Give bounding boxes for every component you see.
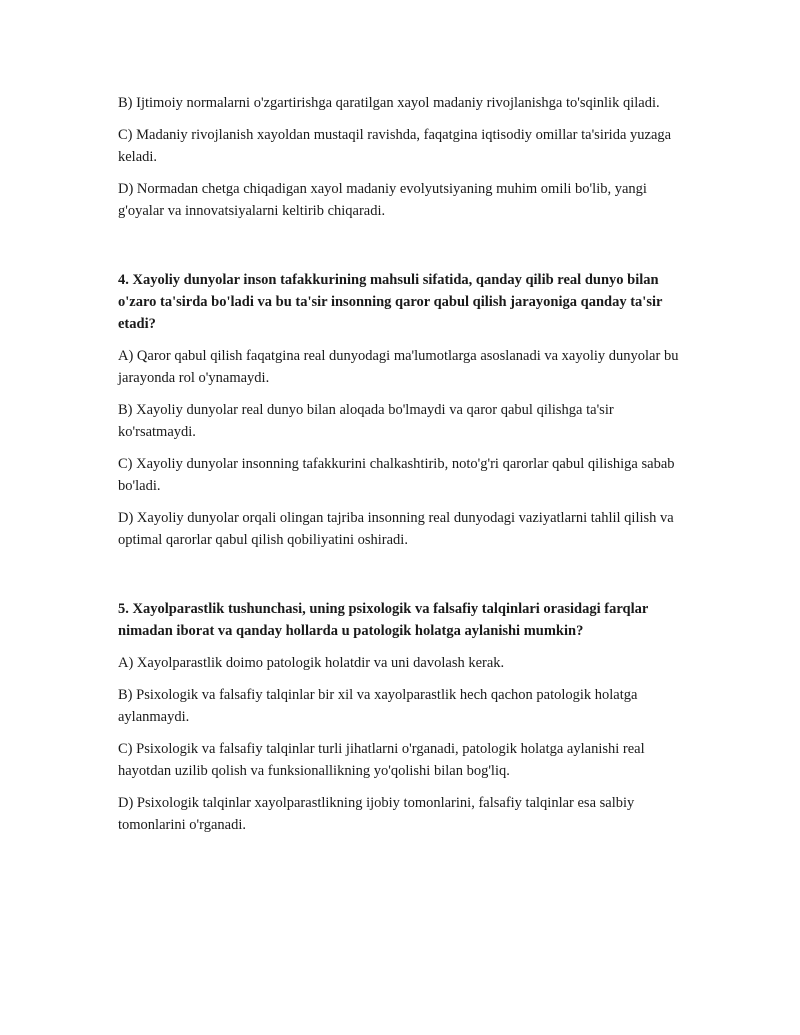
document-page — [118, 92, 693, 846]
q4-option-a: A) Qaror qabul qilish faqatgina real dunyodagi ma'lumotlarga asoslanadi va xayoliy dunyolar bu jarayonda rol o'ynamaydi. — [118, 348, 679, 386]
q4-option-c: C) Xayoliy dunyolar insonning tafakkurini chalkashtirib, noto'g'ri qarorlar qabul qilishiga sabab bo'ladi. — [118, 456, 675, 494]
q4-option-d: D) Xayoliy dunyolar orqali olingan tajriba insonning real dunyodagi vaziyatlarni tahlil qilish va optimal qarorlar qabul qilish qobiliyatini oshiradi. — [118, 510, 674, 548]
q5-option-b: B) Psixologik va falsafiy talqinlar bir xil va xayolparastlik hech qachon patologik holatga aylanmaydi. — [118, 687, 638, 725]
section-spacer — [118, 561, 693, 598]
q3-option-d: D) Normadan chetga chiqadigan xayol madaniy evolyutsiyaning muhim omili bo'lib, yangi g'oyalar va innovatsiyalarni keltirib chiqaradi. — [118, 181, 647, 219]
q5-option-d: D) Psixologik talqinlar xayolparastlikning ijobiy tomonlarini, falsafiy talqinlar esa salbiy tomonlarini o'rganadi. — [118, 795, 635, 833]
q4-option-b: B) Xayoliy dunyolar real dunyo bilan aloqada bo'lmaydi va qaror qabul qilishga ta'sir ko'rsatmaydi. — [118, 402, 614, 440]
question-5: 5. Xayolparastlik tushunchasi, uning psixologik va falsafiy talqinlari orasidagi farqlar nimadan iborat va qanday hollarda u patologik holatga aylanishi mumkin? — [118, 601, 649, 639]
q5-option-a: A) Xayolparastlik doimo patologik holatdir va uni davolash kerak. — [118, 655, 505, 671]
q3-option-c: C) Madaniy rivojlanish xayoldan mustaqil ravishda, faqatgina iqtisodiy omillar ta'sirida yuzaga keladi. — [118, 127, 672, 165]
q5-option-c: C) Psixologik va falsafiy talqinlar turli jihatlarni o'rganadi, patologik holatga aylanishi real hayotdan uzilib qolish va funksionallikning yo'qolishi bilan bog'liq. — [118, 741, 645, 779]
q3-option-b: B) Ijtimoiy normalarni o'zgartirishga qaratilgan xayol madaniy rivojlanishga to'sqinlik qiladi. — [118, 95, 660, 111]
section-spacer — [118, 232, 693, 269]
question-4: 4. Xayoliy dunyolar inson tafakkurining mahsuli sifatida, qanday qilib real dunyo bilan o'zaro ta'sirda bo'ladi va bu ta'sir insonning qaror qabul qilish jarayoniga qanday ta'sir etadi? — [118, 272, 663, 332]
